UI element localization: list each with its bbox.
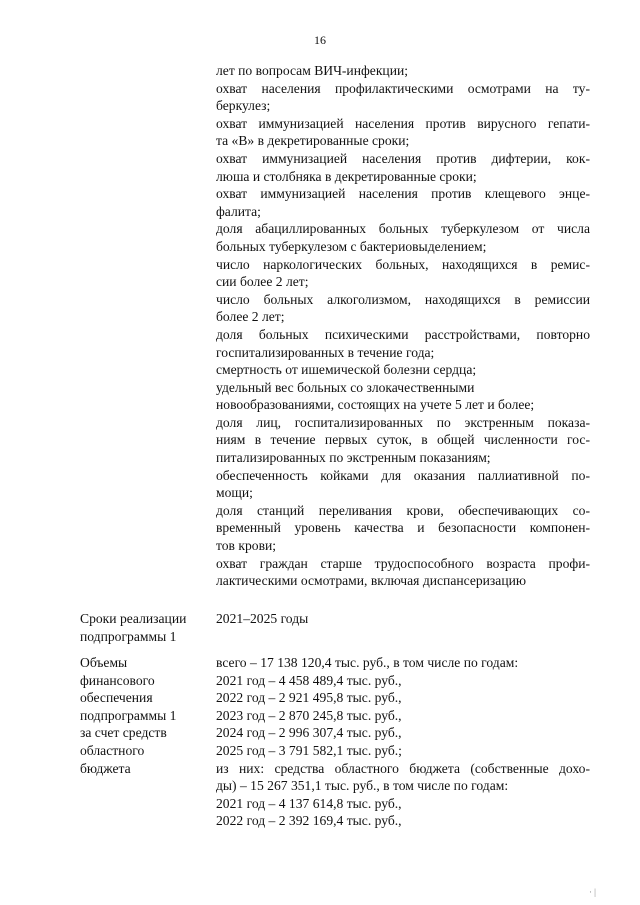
indicator-line: доля больных психическими расстройствами, повторно [216,326,590,342]
funding-year: 2023 год – 2 870 245,8 тыс. руб., [216,707,402,723]
indicator-line: больных туберкулезом с бактериовыделением; [216,238,487,254]
funding-total: всего – 17 138 120,4 тыс. руб., в том числе по годам: [216,655,519,670]
indicator-line: доля абациллированных больных туберкулезом от числа [216,221,590,237]
indicator-line: временный уровень качества и безопасности компонен- [216,520,590,536]
funding-label-line: за счет средств [80,725,167,741]
funding-own-funds: ды) – 15 267 351,1 тыс. руб., в том числе по годам: [216,778,509,794]
funding-own-year: 2021 год – 4 137 614,8 тыс. руб., [216,795,402,811]
indicator-line: доля станций переливания крови, обеспечивающих со- [216,502,590,518]
indicator-line: охват иммунизацией населения против вирусного гепати- [216,115,590,131]
indicator-line: госпитализированных в течение года; [216,344,435,360]
indicator-line: обеспеченность койками для оказания паллиативной по- [216,467,590,483]
indicator-line: более 2 лет; [216,309,285,325]
funding-label-line: финансового [80,672,155,688]
indicator-line: лет по вопросам ВИЧ-инфекции; [216,63,409,78]
indicator-line: мощи; [216,485,253,501]
timeline-label-line: подпрограммы 1 [80,628,177,644]
funding-year: 2021 год – 4 458 489,4 тыс. руб., [216,672,402,688]
indicator-line: сии более 2 лет; [216,274,309,290]
funding-year: 2022 год – 2 921 495,8 тыс. руб., [216,690,402,706]
timeline-years: 2021–2025 годы [216,611,309,626]
indicator-line: беркулез; [216,98,271,114]
funding-label-line: бюджета [80,760,131,776]
indicators-list [216,62,590,590]
page-number: 16 [314,33,326,47]
scan-mark: · | [588,887,596,897]
funding-label-line: подпрограммы 1 [80,707,177,723]
funding-label-line: областного [80,742,145,758]
funding-year: 2024 год – 2 996 307,4 тыс. руб., [216,725,402,741]
indicator-line: число больных алкоголизмом, находящихся в ремиссии [216,291,590,307]
indicator-line: тов крови; [216,538,277,554]
funding-own-funds: из них: средства областного бюджета (собственные дохо- [216,760,590,776]
indicator-line: охват граждан старше трудоспособного возраста профи- [216,555,590,571]
funding-label-line: Объемы [80,655,128,670]
indicator-line: удельный вес больных со злокачественными [216,379,475,395]
indicator-line: доля лиц, госпитализированных по экстренным показа- [216,414,590,430]
indicator-line: питализированных по экстренным показаниям; [216,450,491,466]
indicator-line: фалита; [216,203,261,219]
indicator-line: охват иммунизацией населения против клещевого энце- [216,186,590,202]
indicator-line: лактическими осмотрами, включая диспансеризацию [216,573,527,589]
timeline-value [216,610,590,628]
indicator-line: та «В» в декретированные сроки; [216,133,410,149]
funding-own-year: 2022 год – 2 392 169,4 тыс. руб., [216,813,402,829]
timeline-label [80,610,210,645]
funding-year: 2025 год – 3 791 582,1 тыс. руб.; [216,742,402,758]
indicator-line: число наркологических больных, находящихся в ремис- [216,256,590,272]
indicator-line: охват иммунизацией населения против дифтерии, кок- [216,150,590,166]
indicator-line: охват населения профилактическими осмотрами на ту- [216,80,590,96]
funding-label [80,654,210,777]
timeline-label-line: Сроки реализации [80,611,187,626]
indicator-line: новообразованиями, состоящих на учете 5 лет и более; [216,397,535,413]
indicator-line: люша и столбняка в декретированные сроки; [216,168,477,184]
funding-value [216,654,590,830]
indicator-line: смертность от ишемической болезни сердца; [216,362,477,378]
funding-label-line: обеспечения [80,690,153,706]
indicator-line: ниям в течение первых суток, в общей численности гос- [216,432,590,448]
